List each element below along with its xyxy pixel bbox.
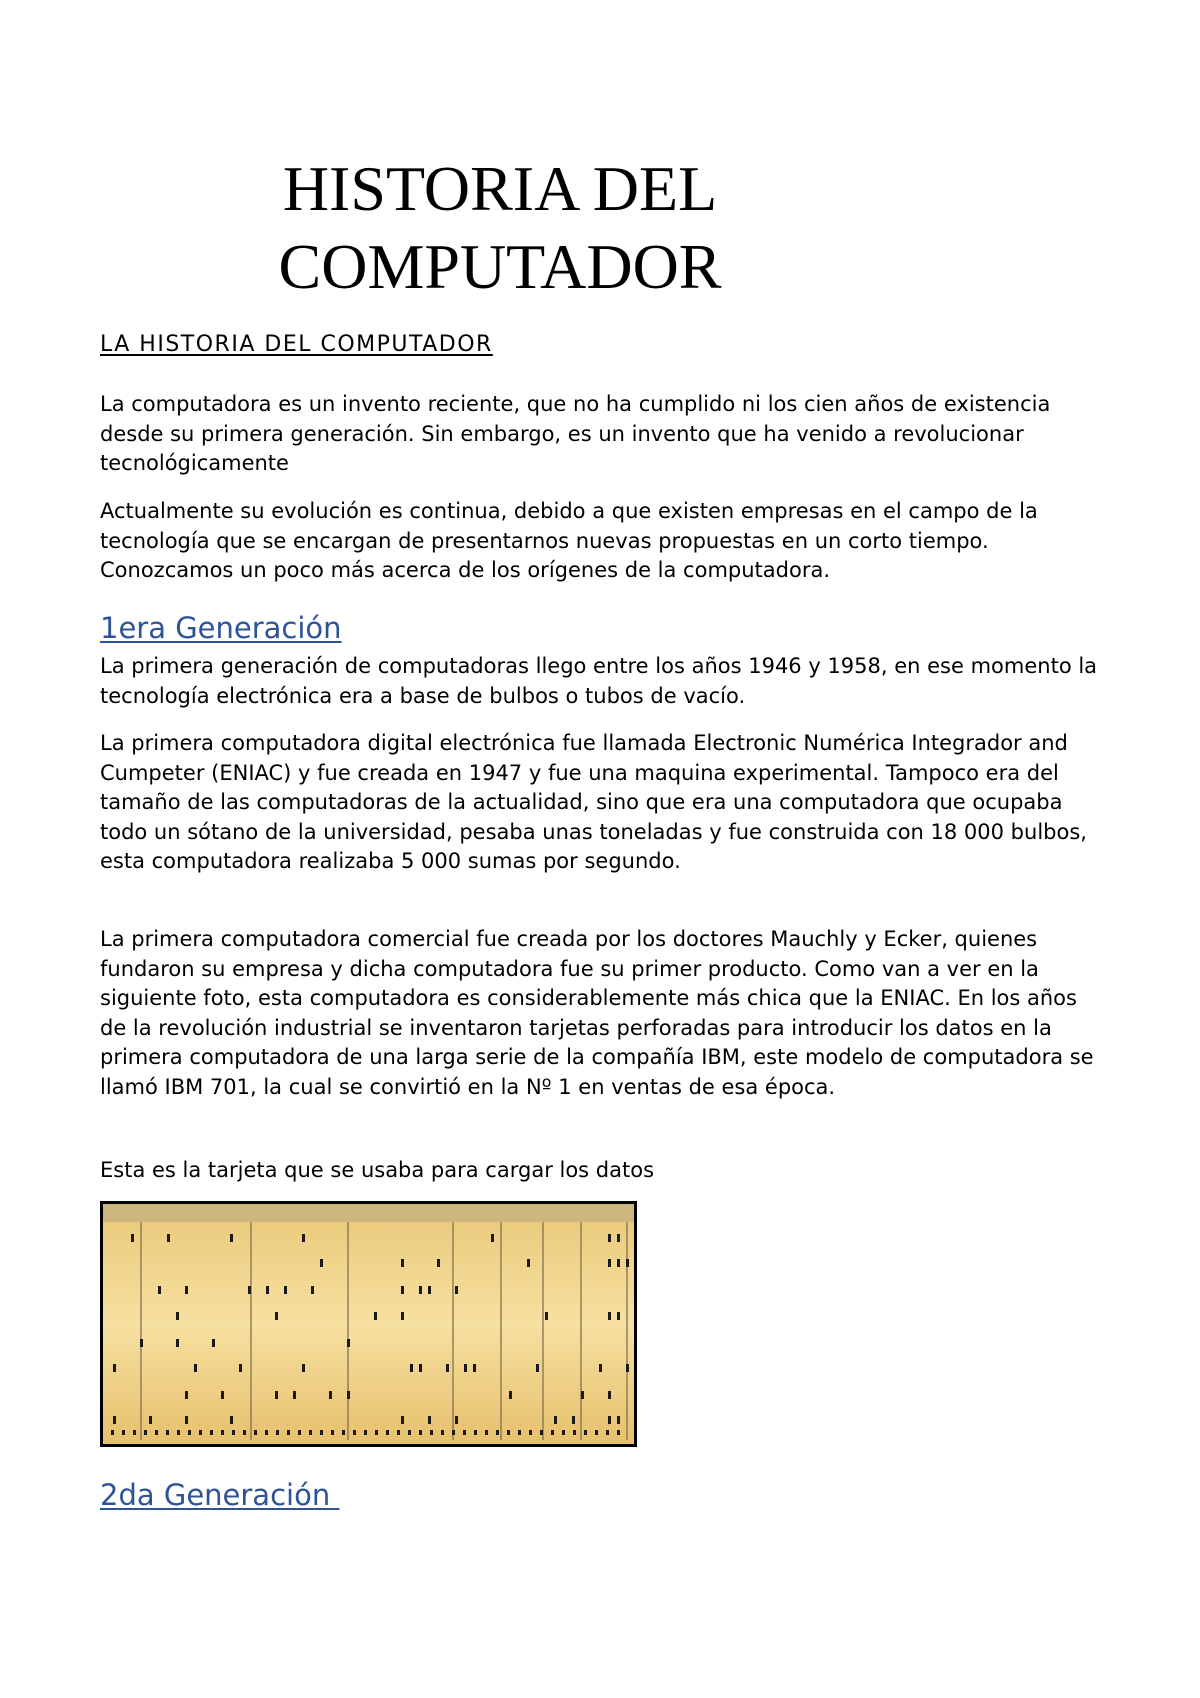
card-hole (452, 1430, 455, 1435)
card-hole (401, 1286, 404, 1294)
card-hole (608, 1259, 611, 1267)
card-hole (353, 1430, 356, 1435)
card-hole (455, 1416, 458, 1424)
card-hole (437, 1259, 440, 1267)
card-hole (428, 1416, 431, 1424)
card-hole (419, 1286, 422, 1294)
card-hole (626, 1259, 629, 1267)
title-line-1: HISTORIA DEL (282, 153, 718, 224)
card-hole (302, 1234, 305, 1242)
section-1-heading: 1era Generación (100, 611, 342, 645)
card-hole (176, 1312, 179, 1320)
card-hole (329, 1391, 332, 1399)
card-hole (401, 1259, 404, 1267)
card-hole (573, 1430, 576, 1435)
card-hole (507, 1430, 510, 1435)
card-hole (133, 1430, 136, 1435)
intro-paragraph-2: Actualmente su evolución es continua, debido a que existen empresas en el campo de la tecnología que se encargan de presentarnos nuevas propuestas en un corto tiempo. Conozcamos un poco más acerca de los orígenes de la computadora. (100, 499, 1038, 582)
card-hole (408, 1430, 411, 1435)
card-hole (199, 1430, 202, 1435)
card-hole (167, 1234, 170, 1242)
card-hole (185, 1416, 188, 1424)
card-hole (463, 1430, 466, 1435)
card-hole (455, 1286, 458, 1294)
card-hole (608, 1416, 611, 1424)
card-hole (509, 1391, 512, 1399)
card-hole (364, 1430, 367, 1435)
card-hole (617, 1312, 620, 1320)
card-hole (599, 1364, 602, 1372)
card-hole (243, 1430, 246, 1435)
card-hole (551, 1430, 554, 1435)
card-hole (554, 1416, 557, 1424)
section-2-heading: 2da Generación (100, 1478, 340, 1512)
card-hole (188, 1430, 191, 1435)
card-hole (410, 1364, 413, 1372)
card-hole (284, 1286, 287, 1294)
card-hole (293, 1391, 296, 1399)
card-hole (545, 1312, 548, 1320)
section-1-paragraph-2: La primera computadora digital electrónica fue llamada Electronic Numérica Integrador and Cumpeter (ENIAC) y fue creada en 1947 y fue una maquina experimental. Tampoco era del tamaño de las computadoras de la actualidad, sino que era una computadora que ocupaba todo un sótano de la universidad, pesaba unas toneladas y fue construida con 18 000 bulbos, esta computadora realizaba 5 000 sumas por segundo. (100, 731, 1087, 873)
card-background (103, 1204, 634, 1444)
card-hole (194, 1364, 197, 1372)
card-hole (254, 1430, 257, 1435)
card-hole (166, 1430, 169, 1435)
card-hole (276, 1430, 279, 1435)
card-hole (626, 1364, 629, 1372)
card-hole (374, 1312, 377, 1320)
card-hole (419, 1364, 422, 1372)
card-hole (595, 1430, 598, 1435)
card-hole (311, 1286, 314, 1294)
card-hole (536, 1364, 539, 1372)
card-hole (617, 1430, 620, 1435)
card-hole (221, 1430, 224, 1435)
card-hole (298, 1430, 301, 1435)
card-hole (473, 1364, 476, 1372)
card-hole (320, 1430, 323, 1435)
card-hole (608, 1391, 611, 1399)
card-hole (529, 1430, 532, 1435)
card-hole (239, 1364, 242, 1372)
card-hole (397, 1430, 400, 1435)
card-hole (331, 1430, 334, 1435)
card-hole (527, 1259, 530, 1267)
card-hole (309, 1430, 312, 1435)
card-hole (131, 1234, 134, 1242)
card-hole (221, 1391, 224, 1399)
card-hole (562, 1430, 565, 1435)
card-hole (608, 1312, 611, 1320)
card-hole (140, 1339, 143, 1347)
card-hole (185, 1286, 188, 1294)
card-hole (266, 1286, 269, 1294)
section-1-paragraph-1: La primera generación de computadoras llego entre los años 1946 y 1958, en ese momento la tecnología electrónica era a base de bulbos o tubos de vacío. (100, 654, 1098, 708)
card-hole (212, 1339, 215, 1347)
card-hole (265, 1430, 268, 1435)
section-1-paragraph-3: La primera computadora comercial fue creada por los doctores Mauchly y Ecker, quienes fundaron su empresa y dicha computadora fue su primer producto. Como van a ver en la siguiente foto, esta computadora es considerablemente más chica que la ENIAC. En los años de la revolución industrial se inventaron tarjetas perforadas para introducir los datos en la primera computadora de una larga serie de la compañía IBM, este modelo de computadora se llamó IBM 701, la cual se convirtió en la Nº 1 en ventas de esa época. (100, 927, 1094, 1099)
card-hole (230, 1416, 233, 1424)
document-title (270, 150, 730, 306)
card-hole (342, 1430, 345, 1435)
card-hole (248, 1286, 251, 1294)
card-hole (122, 1430, 125, 1435)
card-hole (446, 1364, 449, 1372)
card-hole (617, 1416, 620, 1424)
card-hole (287, 1430, 290, 1435)
card-hole (185, 1391, 188, 1399)
card-hole (491, 1234, 494, 1242)
card-hole (210, 1430, 213, 1435)
card-hole (111, 1430, 114, 1435)
card-hole (428, 1286, 431, 1294)
card-hole (608, 1234, 611, 1242)
card-hole (584, 1430, 587, 1435)
card-hole (158, 1286, 161, 1294)
card-hole (401, 1416, 404, 1424)
card-hole (441, 1430, 444, 1435)
card-hole (572, 1416, 575, 1424)
card-hole (232, 1430, 235, 1435)
card-hole (581, 1391, 584, 1399)
card-hole (177, 1430, 180, 1435)
section-1-paragraph-4: Esta es la tarjeta que se usaba para cargar los datos (100, 1158, 655, 1182)
card-hole (430, 1430, 433, 1435)
card-hole (617, 1234, 620, 1242)
card-hole (401, 1312, 404, 1320)
title-line-2: COMPUTADOR (278, 231, 722, 302)
card-hole (320, 1259, 323, 1267)
card-hole (275, 1391, 278, 1399)
card-hole (474, 1430, 477, 1435)
punched-card-graphic (103, 1204, 634, 1444)
card-hole (540, 1430, 543, 1435)
card-hole (275, 1312, 278, 1320)
card-hole (149, 1416, 152, 1424)
card-hole (375, 1430, 378, 1435)
card-hole (347, 1339, 350, 1347)
intro-paragraph-1: La computadora es un invento reciente, que no ha cumplido ni los cien años de existencia desde su primera generación. Sin embargo, es un invento que ha venido a revolucionar tecnológicamente (100, 392, 1051, 475)
card-hole (155, 1430, 158, 1435)
document-subtitle: LA HISTORIA DEL COMPUTADOR (100, 332, 493, 357)
punched-card-image (100, 1201, 637, 1447)
card-hole (113, 1416, 116, 1424)
card-hole (606, 1430, 609, 1435)
card-hole (230, 1234, 233, 1242)
card-hole (176, 1339, 179, 1347)
card-hole (464, 1364, 467, 1372)
card-hole (617, 1259, 620, 1267)
card-hole (419, 1430, 422, 1435)
card-hole (386, 1430, 389, 1435)
card-hole (485, 1430, 488, 1435)
card-hole (496, 1430, 499, 1435)
card-hole (302, 1364, 305, 1372)
card-hole (113, 1364, 116, 1372)
card-header-strip (103, 1204, 634, 1222)
card-hole (347, 1391, 350, 1399)
card-hole (144, 1430, 147, 1435)
card-hole (518, 1430, 521, 1435)
